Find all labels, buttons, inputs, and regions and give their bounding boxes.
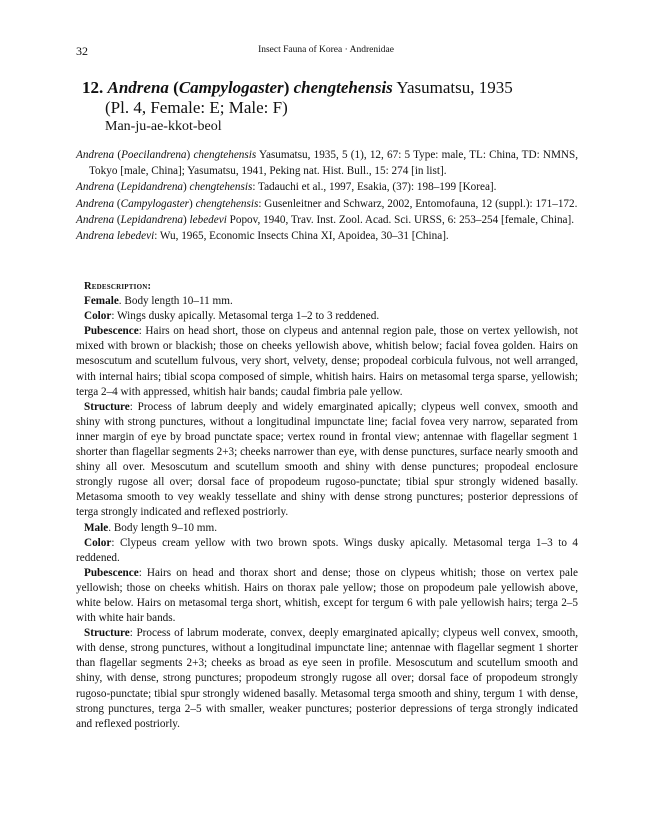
synonym-entry: Andrena (Lepidandrena) lebedevi Popov, 1940, Trav. Inst. Zool. Acad. Sci. URSS, 6: 253–254 [female, China]. [76,213,575,226]
synonymy-list [76,147,578,244]
synonym-entry: Andrena (Lepidandrena) chengtehensis: Tadauchi et al., 1997, Esakia, (37): 198–199 [Korea]. [76,181,497,194]
paragraph-structure: Structure: Process of labrum moderate, convex, deeply emarginated apically; clypeus well convex, smooth, with dense, strong punctures, without a longitudinal impunctate line; antennae with flagellar segment 1 shorter than flagellar segments 2+3; cheeks as broad as eye seen in profile. Mesoscutum and scutellum smooth and shiny, with dense, strong punctures; propodeum strongly rugose all over; dorsal face of propodeum strongly rugoso-punctate; tibial spur strongly widened basally. Metasomal terga smooth and shiny, tergum 1 with dense, strong punctures, terga 2–5 with smaller, weaker punctures; posterior depressions of terga strongly indicated and reflexed postriorly. [76,627,578,730]
plate-reference: (Pl. 4, Female: E; Male: F) [105,98,288,117]
paragraph-structure: Structure: Process of labrum deeply and widely emarginated apically; clypeus well convex, smooth and shiny with strong punctures, without a longitudinal impunctate line; facial fovea very narrow, separated from inner margin of eye by broad punctate space; vertex round in frontal view; antennae with flagellar segment 1 shorter than flagellar segments 2+3; cheeks narrower than eye, with dense punctures, surface nearly smooth and shiny all over. Mesoscutum and scutellum smooth and shiny with dense punctures; propodeal enclosure strongly rugose all over; dorsal face of propodeum rugoso-punctate; tibial spur strongly widened basally. Metasoma smooth to vey weakly tessellate and shiny with dense strong punctures; posterior depressions of terga strongly indicated and reflexed postriorly. [76,400,578,519]
running-title: Insect Fauna of Korea · Andrenidae [258,45,394,55]
synonym-entry: Andrena (Poecilandrena) chengtehensis Yasumatsu, 1935, 5 (1), 12, 67: 5 Type: male, TL: China, TD: NMNS, Tokyo [male, China]; Yasumatsu, 1941, Peking nat. Hist. Bull., 15: 274 [in list]. [76,149,578,178]
species-genus: Andrena [107,78,169,97]
synonym-entry: Andrena lebedevi: Wu, 1965, Economic Insects China XI, Apoidea, 30–31 [China]. [76,230,449,243]
species-subgenus: Campylogaster [178,78,284,97]
species-title: 12. Andrena (Campylogaster) chengtehensis Yasumatsu, 1935 [82,78,513,97]
page-number: 32 [76,44,88,58]
paragraph-female: Female. Body length 10–11 mm. [84,295,233,308]
species-number: 12. [82,78,104,97]
paragraph-color: Color: Wings dusky apically. Metasomal terga 1–2 to 3 reddened. [84,310,380,323]
paragraph-color: Color: Clypeus cream yellow with two brown spots. Wings dusky apically. Metasomal terga 1–3 to 4 reddened. [76,536,578,564]
korean-name: Man-ju-ae-kkot-beol [105,119,222,134]
species-heading [82,78,513,135]
species-epithet: chengtehensis [293,78,393,97]
paragraph-pubescence: Pubescence: Hairs on head and thorax short and dense; those on clypeus whitish; those on vertex pale yellowish; those on cheeks whitish. Hairs on thorax pale yellow; those on propodeum pale yellowish above, white below. Hairs on metasomal terga short, whitish, except for tergum 6 with pale yellowish hairs; terga 2–5 with white hair bands. [76,566,578,625]
paragraph-pubescence: Pubescence: Hairs on head short, those on clypeus and antennal region pale, those on vertex yellowish, not mixed with brown or blackish; those on cheeks yellowish above, whitish below; facial fovea golden. Hairs on mesoscutum and scutellum fulvous, very short, velvety, dense; propodeal corbicula fulvous, not well arranged, with internal hairs; tibial scopa composed of simple, whitish hairs. Hairs on metasomal terga sparse, yellowish; terga 2–4 with appressed, whitish hair bands; caudal fimbria pale yellow. [76,325,578,398]
paragraph-male: Male. Body length 9–10 mm. [84,521,218,534]
redescription [76,279,578,732]
synonym-entry: Andrena (Campylogaster) chengtehensis: Gusenleitner and Schwarz, 2002, Entomofauna, 12 (suppl.): 171–172. [76,197,578,210]
species-author: Yasumatsu, 1935 [396,78,513,97]
section-heading: Redescription: [84,281,152,292]
